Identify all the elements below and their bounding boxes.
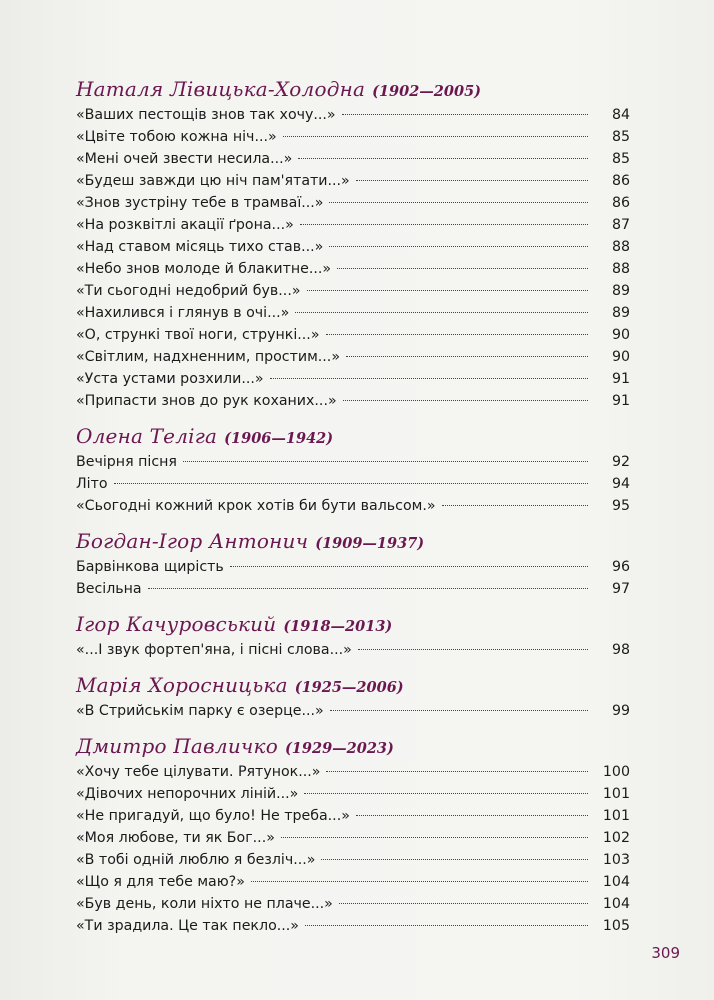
dot-leader xyxy=(307,290,588,291)
entry-title: «В Стрийськім парку є озерце...» xyxy=(76,703,324,719)
toc-section xyxy=(76,731,630,937)
toc-entry xyxy=(76,192,630,214)
toc-entry xyxy=(76,368,630,390)
entry-title: «Що я для тебе маю?» xyxy=(76,874,245,890)
toc-entry xyxy=(76,639,630,661)
entry-title: «Моя любове, ти як Бог...» xyxy=(76,830,275,846)
table-of-contents xyxy=(76,74,630,937)
entry-title: «Світлим, надхненним, простим...» xyxy=(76,349,340,365)
toc-entry xyxy=(76,170,630,192)
dot-leader xyxy=(270,378,588,379)
entry-page-number: 100 xyxy=(602,764,630,780)
entry-page-number: 104 xyxy=(602,874,630,890)
author-name: Марія Хоросницька xyxy=(76,673,288,697)
entry-page-number: 85 xyxy=(611,129,630,145)
toc-entry xyxy=(76,346,630,368)
toc-entry xyxy=(76,805,630,827)
entry-title: Вечірня пісня xyxy=(76,454,177,470)
entry-page-number: 105 xyxy=(602,918,630,934)
entry-title: «Ваших пестощів знов так хочу...» xyxy=(76,107,336,123)
entry-page-number: 95 xyxy=(611,498,630,514)
author-name: Наталя Лівицька-Холодна xyxy=(76,77,366,101)
entry-page-number: 90 xyxy=(611,327,630,343)
dot-leader xyxy=(321,859,588,860)
toc-entry xyxy=(76,280,630,302)
toc-section xyxy=(76,609,630,661)
dot-leader xyxy=(148,588,588,589)
author-years: (1918—2013) xyxy=(283,618,393,635)
dot-leader xyxy=(300,224,588,225)
toc-entry xyxy=(76,783,630,805)
entry-title: «О, стрункі твої ноги, стрункі...» xyxy=(76,327,320,343)
entry-page-number: 103 xyxy=(602,852,630,868)
entry-page-number: 86 xyxy=(611,195,630,211)
dot-leader xyxy=(356,180,588,181)
entry-page-number: 104 xyxy=(602,896,630,912)
entry-page-number: 101 xyxy=(602,808,630,824)
toc-entry xyxy=(76,700,630,722)
entry-page-number: 97 xyxy=(611,581,630,597)
dot-leader xyxy=(346,356,588,357)
author-name: Ігор Качуровський xyxy=(76,612,277,636)
dot-leader xyxy=(305,925,588,926)
entry-title: Літо xyxy=(76,476,108,492)
entry-page-number: 84 xyxy=(611,107,630,123)
toc-entry xyxy=(76,578,630,600)
section-gap xyxy=(76,412,630,421)
entry-title: «Ти сьогодні недобрий був...» xyxy=(76,283,301,299)
author-years: (1902—2005) xyxy=(372,83,482,100)
entry-page-number: 98 xyxy=(611,642,630,658)
author-name: Богдан-Ігор Антонич xyxy=(76,529,309,553)
entry-page-number: 102 xyxy=(602,830,630,846)
section-gap xyxy=(76,661,630,670)
dot-leader xyxy=(326,334,588,335)
entry-title: «Був день, коли ніхто не плаче...» xyxy=(76,896,333,912)
dot-leader xyxy=(343,400,588,401)
author-name: Олена Теліга xyxy=(76,424,218,448)
toc-entry xyxy=(76,849,630,871)
dot-leader xyxy=(358,649,588,650)
toc-entry xyxy=(76,893,630,915)
dot-leader xyxy=(295,312,588,313)
dot-leader xyxy=(281,837,588,838)
dot-leader xyxy=(298,158,588,159)
toc-entry xyxy=(76,556,630,578)
entry-page-number: 89 xyxy=(611,283,630,299)
entry-title: «Мені очей звести несила...» xyxy=(76,151,293,167)
dot-leader xyxy=(329,246,588,247)
toc-entry xyxy=(76,258,630,280)
toc-section xyxy=(76,421,630,517)
dot-leader xyxy=(329,202,588,203)
entry-title: «Цвіте тобою кожна ніч...» xyxy=(76,129,277,145)
page-number: 309 xyxy=(651,944,680,962)
entry-page-number: 85 xyxy=(611,151,630,167)
entry-title: Весільна xyxy=(76,581,142,597)
entry-title: «В тобі одній люблю я безліч...» xyxy=(76,852,316,868)
author-years: (1906—1942) xyxy=(224,430,334,447)
dot-leader xyxy=(342,114,588,115)
toc-entry xyxy=(76,390,630,412)
entry-title: «Не пригадуй, що було! Не треба...» xyxy=(76,808,350,824)
dot-leader xyxy=(442,505,588,506)
toc-entry xyxy=(76,915,630,937)
toc-entry xyxy=(76,495,630,517)
dot-leader xyxy=(330,710,588,711)
dot-leader xyxy=(304,793,588,794)
entry-title: «Знов зустріну тебе в трамваї...» xyxy=(76,195,324,211)
section-gap xyxy=(76,600,630,609)
toc-entry xyxy=(76,104,630,126)
toc-section xyxy=(76,670,630,722)
dot-leader xyxy=(183,461,588,462)
entry-title: «...І звук фортеп'яна, і пісні слова...» xyxy=(76,642,352,658)
dot-leader xyxy=(283,136,588,137)
entry-page-number: 89 xyxy=(611,305,630,321)
dot-leader xyxy=(230,566,588,567)
entry-page-number: 92 xyxy=(611,454,630,470)
dot-leader xyxy=(251,881,588,882)
dot-leader xyxy=(114,483,588,484)
entry-page-number: 91 xyxy=(611,371,630,387)
toc-section xyxy=(76,526,630,600)
author-heading xyxy=(76,526,630,556)
entry-title: «Над ставом місяць тихо став...» xyxy=(76,239,324,255)
entry-page-number: 87 xyxy=(611,217,630,233)
entry-page-number: 90 xyxy=(611,349,630,365)
toc-entry xyxy=(76,214,630,236)
author-name: Дмитро Павличко xyxy=(76,734,278,758)
entry-page-number: 99 xyxy=(611,703,630,719)
toc-entry xyxy=(76,871,630,893)
entry-page-number: 94 xyxy=(611,476,630,492)
author-heading xyxy=(76,609,630,639)
toc-entry xyxy=(76,126,630,148)
entry-page-number: 86 xyxy=(611,173,630,189)
toc-entry xyxy=(76,827,630,849)
toc-entry xyxy=(76,324,630,346)
entry-title: «Хочу тебе цілувати. Рятунок...» xyxy=(76,764,321,780)
entry-page-number: 88 xyxy=(611,261,630,277)
entry-title: «Ти зрадила. Це так пекло...» xyxy=(76,918,299,934)
toc-section xyxy=(76,74,630,412)
toc-entry xyxy=(76,236,630,258)
entry-page-number: 88 xyxy=(611,239,630,255)
entry-title: «На розквітлі акації ґрона...» xyxy=(76,217,294,233)
section-gap xyxy=(76,517,630,526)
entry-title: Барвінкова щирість xyxy=(76,559,224,575)
entry-title: «Сьогодні кожний крок хотів би бути вальсом.» xyxy=(76,498,436,514)
toc-entry xyxy=(76,451,630,473)
entry-title: «Нахилився і глянув в очі...» xyxy=(76,305,290,321)
toc-entry xyxy=(76,761,630,783)
entry-page-number: 101 xyxy=(602,786,630,802)
dot-leader xyxy=(356,815,588,816)
author-heading xyxy=(76,421,630,451)
dot-leader xyxy=(339,903,588,904)
author-years: (1929—2023) xyxy=(284,740,394,757)
section-gap xyxy=(76,722,630,731)
entry-title: «Припасти знов до рук коханих...» xyxy=(76,393,337,409)
entry-title: «Уста устами розхили...» xyxy=(76,371,264,387)
toc-entry xyxy=(76,302,630,324)
entry-title: «Будеш завжди цю ніч пам'ятати...» xyxy=(76,173,350,189)
author-heading xyxy=(76,670,630,700)
author-years: (1925—2006) xyxy=(294,679,404,696)
author-heading xyxy=(76,74,630,104)
dot-leader xyxy=(337,268,588,269)
author-heading xyxy=(76,731,630,761)
dot-leader xyxy=(326,771,588,772)
entry-page-number: 91 xyxy=(611,393,630,409)
entry-page-number: 96 xyxy=(611,559,630,575)
entry-title: «Дівочих непорочних ліній...» xyxy=(76,786,299,802)
author-years: (1909—1937) xyxy=(315,535,425,552)
entry-title: «Небо знов молоде й блакитне...» xyxy=(76,261,332,277)
toc-entry xyxy=(76,148,630,170)
toc-entry xyxy=(76,473,630,495)
